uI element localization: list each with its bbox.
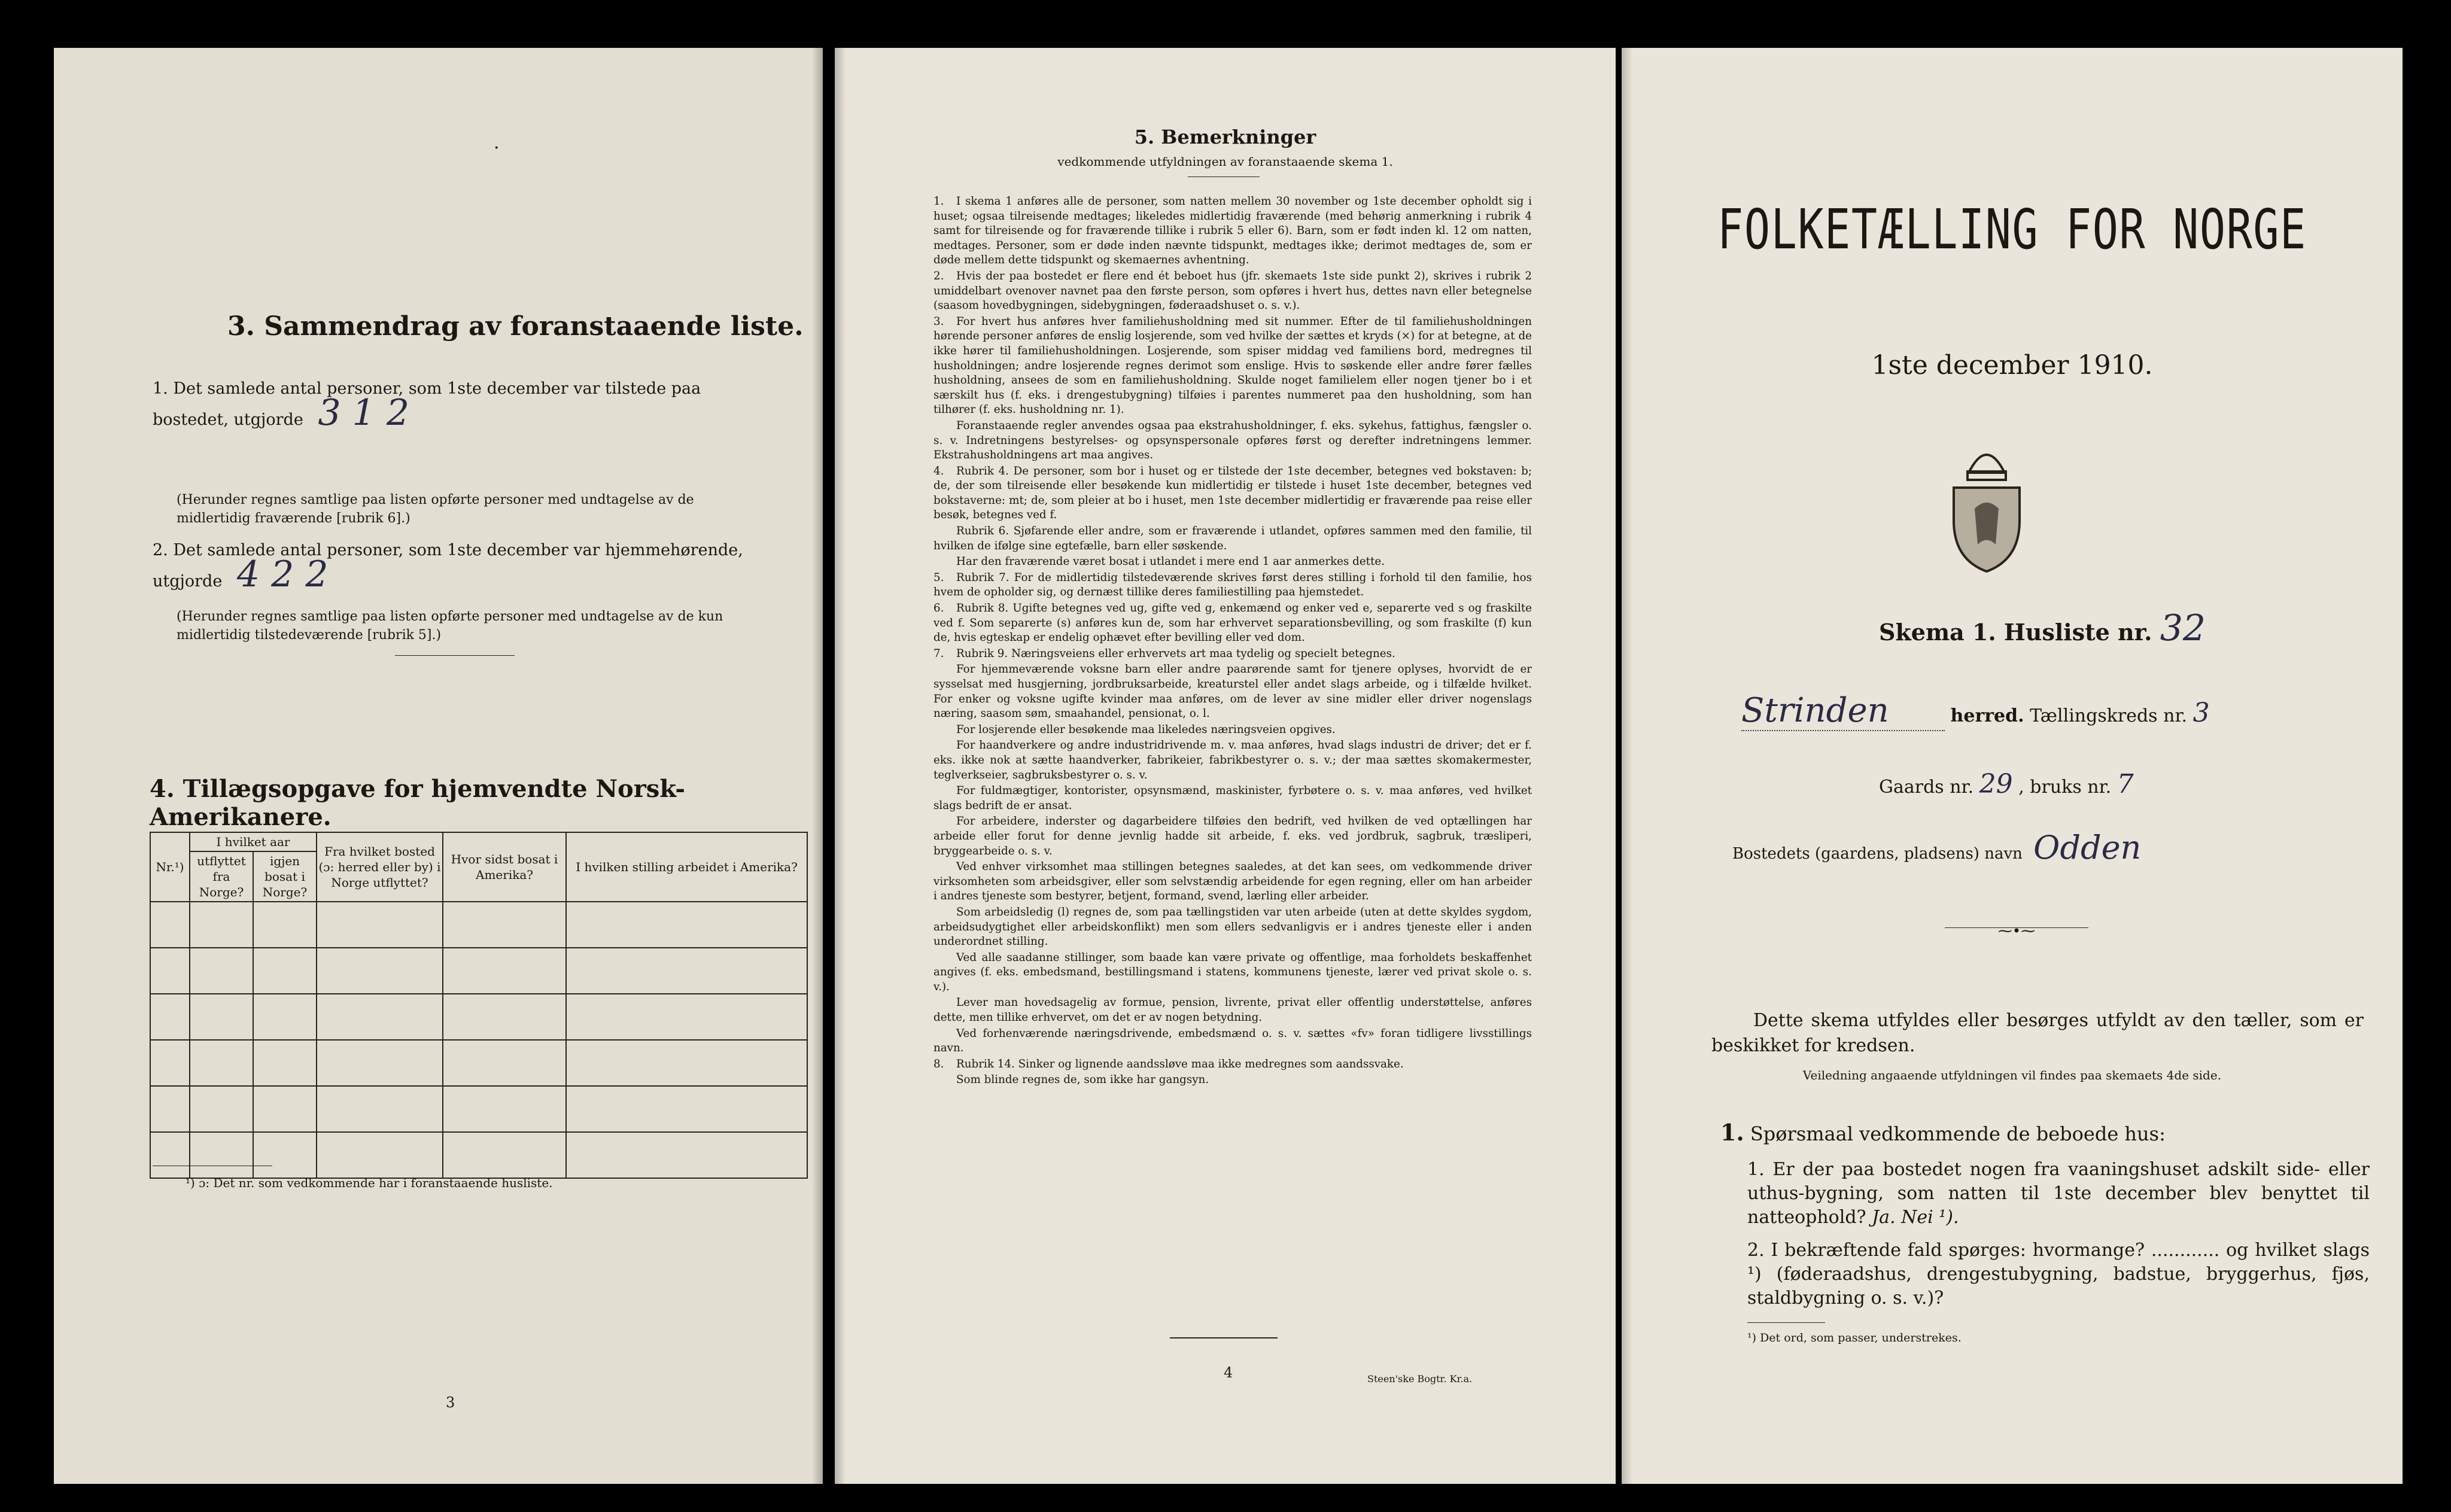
section4-heading: 4. Tillægsopgave for hjemvendte Norsk-Amerikanere.: [150, 775, 686, 831]
page-1: [1622, 48, 2403, 1484]
divider: [1170, 1337, 1278, 1338]
questions-heading-text: Spørsmaal vedkommende de beboede hus:: [1750, 1122, 2166, 1145]
remark-item: [933, 996, 1532, 1025]
gaards-line: [1879, 769, 2134, 799]
remark-number: 3.: [933, 315, 944, 328]
remark-text: Rubrik 14. Sinker og lignende aandssløve maa ikke medregnes som aandssvake.: [956, 1057, 1404, 1070]
question-2: 2. I bekræftende fald spørges: hvormange? ............ og hvilket slags ¹) (føderaadshus, drengestubygning, badstue, bryggerhus, fjøs, staldbygning o. s. v.)?: [1747, 1240, 2370, 1309]
bruks-label: , bruks nr.: [2018, 777, 2112, 798]
remark-number: 7.: [933, 647, 944, 660]
ornament-icon: ⁓•⁓: [1997, 923, 2036, 939]
remark-text: I skema 1 anføres alle de personer, som natten mellem 30 november og 1ste december opholdt sig i huset; ogsaa tilreisende medtages; likeledes midlertidig fraværende (med behørig anmerkning i rubrik 4 samt for tilreisende og for fraværende tillike i rubrik 5 eller 6). Barn, som er født inden kl. 12 om natten, medtages. Personer, som er døde inden nævnte tidspunkt, medtages ikke; derimot medtages de, som er døde mellem dette tidspunkt og skemaernes avhentning.: [933, 195, 1532, 267]
remark-text: Som blinde regnes de, som ikke har gangsyn.: [956, 1073, 1209, 1087]
remark-item: [933, 571, 1532, 600]
col-emig: utflyttet fra Norge?: [190, 851, 253, 902]
remark-number: 6.: [933, 602, 944, 615]
census-title: FOLKETÆLLING FOR NORGE: [1717, 197, 2307, 261]
gaards-label: Gaards nr.: [1879, 777, 1974, 798]
guide-text: Veiledning angaaende utfyldningen vil findes paa skemaets 4de side.: [1802, 1068, 2222, 1082]
remark-text: Lever man hovedsagelig av formue, pension, livrente, privat eller offentlig understøttelse, anføres dette, men tillike erhvervet, om det er av nogen betydning.: [933, 996, 1532, 1024]
table-row: [150, 994, 807, 1040]
fold-shadow: [1622, 48, 1632, 1484]
remark-text: For arbeidere, inderster og dagarbeidere tilføies den bedrift, ved hvilken de ved optællingen har arbeide eller forut for denne jevnlig hadde sit arbeide, f. eks. ved jordbruk, sagbruk, træsliperi, bryggearbeide o. s. v.: [933, 815, 1532, 857]
remark-text: Hvis der paa bostedet er flere end ét beboet hus (jfr. skemaets 1ste side punkt 2), skrives i rubrik 2 umiddelbart ovenover navnet paa den første person, som opføres i hvert hus, dettes navn eller betegnelse (saasom hovedbygningen, sidebygningen, føderaadshuset o. s. v.).: [933, 269, 1532, 312]
remark-text: Som arbeidsledig (l) regnes de, som paa tællingstiden var uten arbeide (uten at dette skyldes sygdom, arbeidsudygtighet eller arbeidskonflikt) men som ellers sedvanligvis er i andres tjeneste eller i anden underordnet stilling.: [933, 905, 1532, 948]
remark-item: [933, 1027, 1532, 1056]
bosted-value: Odden: [2033, 829, 2142, 866]
col-year: I hvilket aar: [190, 832, 317, 851]
table-row: [150, 948, 807, 994]
right-footnote: ¹) Det ord, som passer, understrekes.: [1747, 1331, 1962, 1344]
questions-heading-num: 1.: [1720, 1119, 1744, 1146]
remark-item: [933, 269, 1532, 314]
question-1-answer: Ja. Nei ¹).: [1872, 1207, 1959, 1228]
col-job: I hvilken stilling arbeidet i Amerika?: [566, 832, 807, 902]
norsk-amerikanere-table: [150, 832, 808, 1179]
remark-item: [933, 784, 1532, 813]
remark-number: 8.: [933, 1057, 944, 1070]
page-number: 3: [446, 1394, 455, 1411]
table-row: [150, 1132, 807, 1178]
remark-text: Ved enhver virksomhet maa stillingen betegnes saaledes, at det kan sees, om vedkommende driver virksomheten som arbeidsgiver, eller som selvstændig arbeidende for egen regning, eller om han arbeider i andres tjeneste som bestyrer, betjent, formand, svend, lærling eller arbeider.: [933, 860, 1532, 903]
remarks-subheading: vedkommende utfyldningen av foranstaaende skema 1.: [1057, 154, 1393, 169]
col-nr: Nr.¹): [150, 832, 190, 902]
col-back: igjen bosat i Norge?: [253, 851, 317, 902]
remark-number: 4.: [933, 464, 944, 477]
remark-item: [933, 647, 1532, 662]
remark-item: [933, 905, 1532, 950]
summary-item-2-text: 2. Det samlede antal personer, som 1ste december var hjemmehørende, utgjorde: [153, 541, 743, 591]
remark-text: Rubrik 9. Næringsveiens eller erhvervets art maa tydelig og specielt betegnes.: [956, 647, 1395, 660]
page-number: 4: [1224, 1364, 1233, 1381]
remark-item: [933, 1057, 1532, 1072]
remark-item: [933, 662, 1532, 721]
kreds-nr: 3: [2192, 698, 2210, 728]
remark-text: Rubrik 7. For de midlertidig tilstedeværende skrives først deres stilling i forhold til den familie, hos hvem de opholder sig, og dernæst tillike deres familiestilling paa hjemstedet.: [933, 571, 1532, 599]
dot-mark: ·: [494, 138, 500, 159]
schema-label: [1879, 607, 2206, 649]
table-row: [150, 1040, 807, 1086]
remark-item: [933, 601, 1532, 646]
remark-text: Foranstaaende regler anvendes ogsaa paa ekstrahusholdninger, f. eks. sykehus, fattighus, fængsler o. s. v. Indretningens bestyrelses- og opsynspersonale opføres først og derefter indretningens lemmer. Ekstrahusholdningens art maa angives.: [933, 419, 1532, 462]
remark-number: 5.: [933, 571, 944, 584]
herred-line: [1741, 691, 2364, 731]
remark-text: For haandverkere og andre industridrivende m. v. maa anføres, hvad slags industri de driver; det er f. eks. ikke nok at sætte haandverker, fabrikeier, fabrikbestyrer o. s. v.; der maa sættes skomakermester, teglverkseier, sagbruksbestyrer o. s. v.: [933, 739, 1532, 781]
remark-number: 2.: [933, 269, 944, 282]
herred-label: herred.: [1950, 705, 2024, 726]
kreds-label: Tællingskreds nr.: [2030, 705, 2188, 726]
remark-text: Ved forhenværende næringsdrivende, embedsmænd o. s. v. sættes «fv» foran tidligere livsstillings navn.: [933, 1027, 1532, 1055]
coat-of-arms-icon: [1945, 431, 2029, 577]
summary-item-1-text: 1. Det samlede antal personer, som 1ste december var tilstede paa bostedet, utgjorde: [153, 379, 701, 429]
bosted-label: Bostedets (gaardens, pladsens) navn: [1732, 845, 2023, 863]
col-where: Hvor sidst bosat i Amerika?: [443, 832, 566, 902]
census-date: 1ste december 1910.: [1871, 350, 2153, 381]
table-row: [150, 902, 807, 948]
gaards-nr: 29: [1979, 769, 2013, 799]
summary-item-2-value: 4 2 2: [236, 553, 329, 595]
remark-item: [933, 524, 1532, 553]
husliste-nr: 32: [2160, 607, 2206, 649]
questions-heading: [1720, 1119, 2166, 1146]
remark-item: [933, 814, 1532, 859]
herred-value: Strinden: [1741, 691, 1945, 731]
remark-text: Rubrik 6. Sjøfarende eller andre, som er fraværende i utlandet, opføres sammen med den familie, til hvilken de ifølge sine egtefælle, barn eller søskende.: [933, 525, 1532, 552]
footnote-rule: [1747, 1322, 1825, 1323]
bosted-line: [1732, 829, 2141, 866]
printer-mark: Steen'ske Bogtr. Kr.a.: [1367, 1373, 1473, 1385]
question-1: [1747, 1158, 2370, 1230]
remark-item: [933, 1073, 1532, 1088]
remark-text: For fuldmægtiger, kontorister, opsynsmænd, maskinister, fyrbøtere o. s. v. maa anføres, ved hvilket slags bedrift de er ansat.: [933, 784, 1532, 812]
schema-label-text: Skema 1. Husliste nr.: [1879, 619, 2152, 646]
remark-text: Rubrik 8. Ugifte betegnes ved ug, gifte ved g, enkemænd og enker ved e, separerte ved s og fraskilte ved f. Som separerte (s) anføres kun de, som har erhvervet separationsbevilling, og som fraskilte (f) kun de, hvis egteskap er endelig ophævet efter bevilling eller ved dom.: [933, 602, 1532, 644]
summary-item-1: [153, 377, 769, 432]
summary-item-2-note: (Herunder regnes samtlige paa listen opførte personer med undtagelse av de kun midlertidig tilstedeværende [rubrik 5].): [177, 609, 723, 643]
remark-item: [933, 860, 1532, 904]
remark-text: Rubrik 4. De personer, som bor i huset og er tilstede der 1ste december, betegnes ved bokstaven: b; de, der som tilreisende eller besøkende kun midlertidig er tilstede i huset 1ste december, betegnes ved bokstaverne: mt; de, som pleier at bo i huset, men 1ste december midlertidig er fraværende paa reise eller besøk, betegnes ved f.: [933, 464, 1532, 522]
remark-item: [933, 194, 1532, 268]
fold-shadow: [812, 48, 823, 1484]
remark-item: [933, 315, 1532, 418]
page-3: [54, 48, 823, 1484]
remark-number: 1.: [933, 195, 944, 208]
remark-text: Har den fraværende været bosat i utlandet i mere end 1 aar anmerkes dette.: [956, 555, 1385, 568]
fold-shadow: [835, 48, 846, 1484]
remark-text: For hjemmeværende voksne barn eller andre paarørende samt for tjenere oplyses, hvorvidt de er sysselsat med husgjerning, jordbruksarbeide, kreaturstel eller andet slags arbeide, og i tilfælde hvilket. For enker og voksne ugifte kvinder maa anføres, om de lever av sine midler eller driver nogenslags næring, saasom søm, smaahandel, pensionat, o. l.: [933, 663, 1532, 720]
summary-item-1-value: 3 1 2: [318, 392, 410, 434]
remark-item: [933, 555, 1532, 570]
question-1-text: 1. Er der paa bostedet nogen fra vaaningshuset adskilt side- eller uthus-bygning, som natten til 1ste december blev benyttet til natteophold?: [1747, 1159, 2370, 1228]
remark-text: Ved alle saadanne stillinger, som baade kan være private og offentlige, maa forholdets beskaffenhet angives (f. eks. embedsmand, bestillingsmand i statens, kommunens tjeneste, lærer ved privat skole o. s. v.).: [933, 951, 1532, 993]
remark-item: [933, 464, 1532, 523]
summary-item-1-note: (Herunder regnes samtlige paa listen opførte personer med undtagelse av de midlertidig fraværende [rubrik 6].): [177, 492, 694, 526]
table-row: [150, 1086, 807, 1132]
bruks-nr: 7: [2117, 769, 2134, 799]
col-from: Fra hvilket bosted (ɔ: herred eller by) i Norge utflyttet?: [317, 832, 443, 902]
remark-item: [933, 419, 1532, 463]
remark-item: [933, 723, 1532, 738]
remark-item: [933, 738, 1532, 783]
remarks-heading: 5. Bemerkninger: [1134, 126, 1316, 148]
remark-item: [933, 951, 1532, 995]
section3-heading: 3. Sammendrag av foranstaaende liste.: [227, 311, 804, 342]
section4-footnote: ¹) ɔ: Det nr. som vedkommende har i foranstaaende husliste.: [186, 1176, 553, 1190]
summary-item-2: [153, 539, 769, 594]
remark-text: For losjerende eller besøkende maa likeledes næringsveien opgives.: [956, 723, 1336, 736]
page-4: [835, 48, 1616, 1484]
intro-text: Dette skema utfyldes eller besørges utfyldt av den tæller, som er beskikket for kredsen.: [1711, 1010, 2364, 1056]
remark-text: For hvert hus anføres hver familiehusholdning med sit nummer. Efter de til familiehusholdningen hørende personer anføres de enslig losjerende, som ved hvilke der sættes et kryds (×) for at betegne, at de ikke hører til familiehusholdningen. Losjerende, som spiser middag ved familiens bord, medregnes til husholdningen; andre losjerende regnes derimot som enslige. Hvis to søskende eller andre fører fælles husholdning, ansees de som en familiehusholdning. Skulde noget familielem eller nogen tjener bo i et særskilt hus (f. eks. i drengestubygning) tilføies i parentes nummeret paa den husholdning, som han tilhører (f. eks. husholdning nr. 1).: [933, 315, 1532, 416]
remarks-list: [933, 194, 1532, 1089]
divider: [395, 655, 515, 656]
